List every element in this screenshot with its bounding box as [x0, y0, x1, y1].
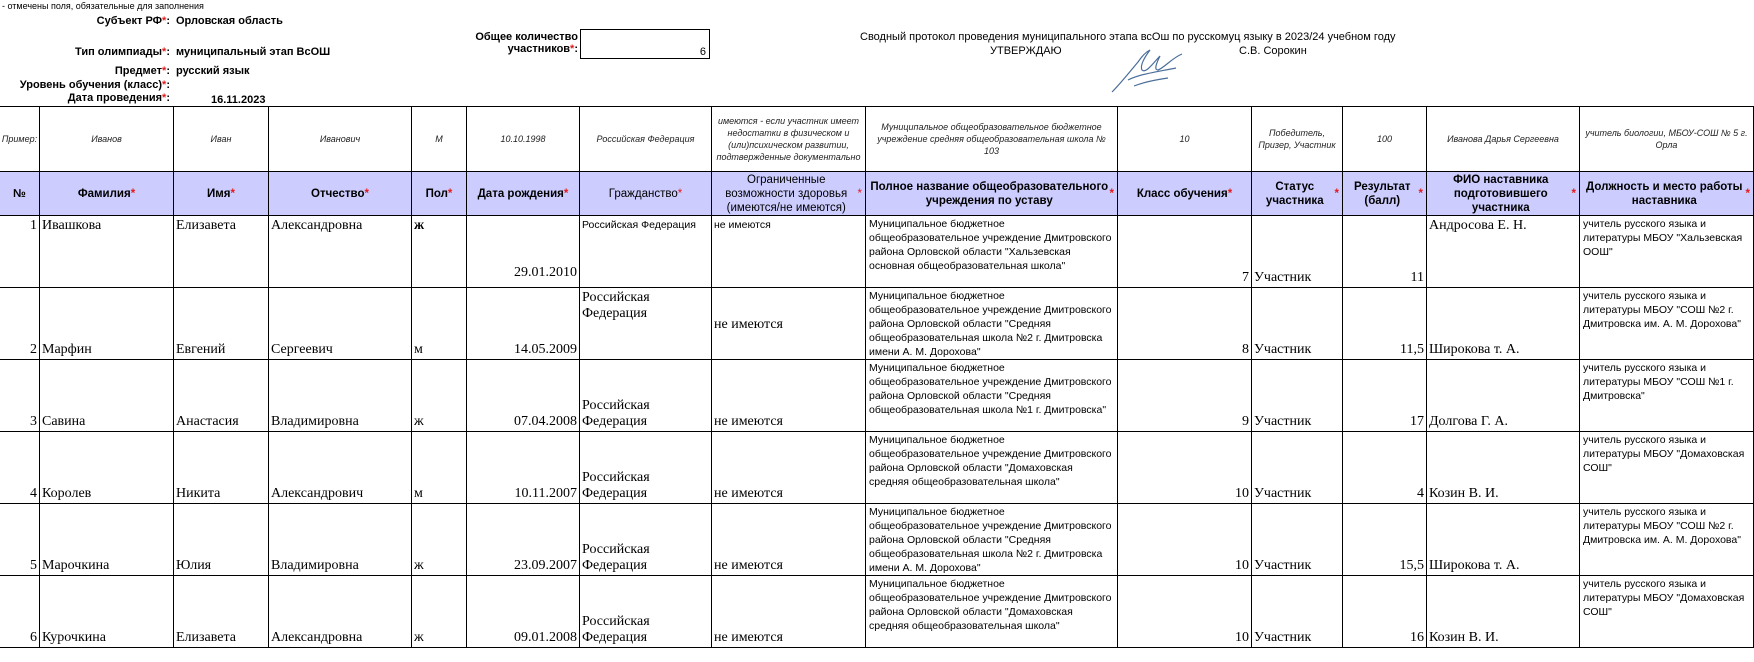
row-5-mentor-position-cell[interactable]: [1580, 504, 1754, 576]
row-6-grade-cell-text: 10: [1235, 630, 1249, 645]
row-2-last-name-cell[interactable]: [40, 288, 174, 360]
row-2-ovz-cell[interactable]: [712, 288, 866, 360]
signature-image: [1110, 44, 1190, 96]
row-4-last-name-cell[interactable]: [40, 432, 174, 504]
row-3-birth-date-cell[interactable]: [467, 360, 580, 432]
row-6-school-cell-text: Муниципальное бюджетное общеобразовательное учреждение Дмитровского района Орловской области "Домаховская средняя общеобразовательная школа": [869, 578, 1112, 632]
row-3-score-cell[interactable]: [1343, 360, 1427, 432]
row-5-ovz-cell-text: не имеются: [714, 558, 783, 573]
count-label-line2-text: участников: [507, 43, 571, 55]
row-1-sex-cell-text: ж: [414, 218, 425, 233]
row-5-school-cell-text: Муниципальное бюджетное общеобразовательное учреждение Дмитровского района Орловской области "Средняя общеобразовательная школа №2 г. Дмитровска имени А. М. Дорохова": [869, 506, 1112, 574]
row-4-last-name-cell-text: Королев: [42, 486, 92, 501]
row-5-middle-name-cell[interactable]: [269, 504, 412, 576]
row-1-grade-cell[interactable]: [1118, 216, 1252, 288]
row-3-last-name-cell[interactable]: [40, 360, 174, 432]
row-3-mentor-cell[interactable]: [1427, 360, 1580, 432]
row-1-mentor-cell[interactable]: [1427, 216, 1580, 288]
row-5-mentor-cell-text: Широкова т. А.: [1429, 558, 1520, 573]
row-2-sex-cell[interactable]: [412, 288, 467, 360]
req-mark: *: [162, 15, 167, 27]
example-num-cell: [0, 106, 40, 172]
req-mark: *: [677, 187, 683, 200]
row-2-sex-cell-text: м: [414, 342, 423, 357]
row-4-first-name-cell[interactable]: [174, 432, 269, 504]
row-3-ovz-cell-text: не имеются: [714, 414, 783, 429]
example-grade-cell: [1118, 106, 1252, 172]
example-school-cell: [866, 106, 1118, 172]
row-1-score-cell[interactable]: [1343, 216, 1427, 288]
header-sex: [412, 172, 467, 216]
row-4-mentor-position-cell-text: учитель русского языка и литературы МБОУ "Домаховская СОШ": [1583, 434, 1745, 474]
approve-label: УТВЕРЖДАЮ: [990, 45, 1062, 57]
row-6-mentor-position-cell-text: учитель русского языка и литературы МБОУ "Домаховская СОШ": [1583, 578, 1745, 618]
row-2-school-cell[interactable]: [866, 288, 1118, 360]
header-citizenship-text: Гражданство: [608, 187, 678, 200]
row-5-status-cell-text: Участник: [1254, 558, 1312, 573]
row-2-num-cell-text: 2: [30, 342, 37, 357]
row-6-num-cell-text: 6: [30, 630, 37, 645]
row-5-birth-date-cell-text: 23.09.2007: [514, 558, 577, 573]
row-2-mentor-position-cell[interactable]: [1580, 288, 1754, 360]
row-1-first-name-cell[interactable]: [174, 216, 269, 288]
row-3-citizenship-cell-text: Российская Федерация: [582, 398, 650, 429]
row-1-status-cell[interactable]: [1252, 216, 1343, 288]
row-2-middle-name-cell-text: Сергеевич: [271, 342, 333, 357]
row-1-ovz-cell[interactable]: [712, 216, 866, 288]
row-1-mentor-position-cell-text: учитель русского языка и литературы МБОУ "Хальзевская ООШ": [1583, 218, 1743, 258]
req-mark: *: [447, 187, 453, 200]
row-2-status-cell[interactable]: [1252, 288, 1343, 360]
example-school-cell-text: Муниципальное общеобразовательное бюджетное учреждение средняя общеобразовательная школа № 103: [877, 121, 1106, 156]
example-score-cell-text: 100: [1376, 133, 1393, 144]
row-5-mentor-position-cell-text: учитель русского языка и литературы МБОУ "СОШ №2 г. Дмитровска им. А. М. Дорохова": [1583, 506, 1741, 546]
header-ovz: [712, 172, 866, 216]
header-num-text: №: [13, 187, 26, 200]
example-ovz-cell: [712, 106, 866, 172]
row-4-citizenship-cell[interactable]: [580, 432, 712, 504]
row-6-status-cell-text: Участник: [1254, 630, 1312, 645]
row-3-mentor-cell-text: Долгова Г. А.: [1429, 414, 1509, 429]
row-4-score-cell-text: 4: [1417, 486, 1424, 501]
row-4-sex-cell[interactable]: [412, 432, 467, 504]
count-label-line2: [440, 43, 578, 55]
row-3-status-cell-text: Участник: [1254, 414, 1312, 429]
row-3-score-cell-text: 17: [1410, 414, 1424, 429]
row-1-citizenship-cell-text: Российская Федерация: [582, 219, 696, 231]
row-1-birth-date-cell[interactable]: [467, 216, 580, 288]
row-1-citizenship-cell[interactable]: [580, 216, 712, 288]
header-first-name-text: Имя: [207, 187, 231, 200]
row-2-citizenship-cell[interactable]: [580, 288, 712, 360]
example-mentor-cell: [1427, 106, 1580, 172]
example-score-cell: [1343, 106, 1427, 172]
req-mark: *: [162, 46, 167, 58]
req-mark: *: [1745, 187, 1750, 200]
row-4-school-cell[interactable]: [866, 432, 1118, 504]
example-citizenship-cell-text: Российская Федерация: [596, 133, 695, 144]
header-score-text: Результат (балл): [1354, 180, 1411, 207]
signer-name: С.В. Сорокин: [1239, 45, 1307, 57]
row-3-school-cell-text: Муниципальное бюджетное общеобразовательное учреждение Дмитровского района Орловской области "Средняя общеобразовательная школа №1 г. Дмитровска": [869, 362, 1112, 416]
row-3-middle-name-cell-text: Владимировна: [271, 414, 359, 429]
row-4-birth-date-cell-text: 10.11.2007: [514, 486, 577, 501]
row-5-num-cell-text: 5: [30, 558, 37, 573]
row-4-num-cell-text: 4: [30, 486, 37, 501]
row-4-mentor-cell-text: Козин В. И.: [1429, 486, 1499, 501]
example-middle-name-cell-text: Иванович: [319, 133, 361, 144]
row-6-birth-date-cell[interactable]: [467, 576, 580, 648]
example-citizenship-cell: [580, 106, 712, 172]
row-2-middle-name-cell[interactable]: [269, 288, 412, 360]
header-birth-date-text: Дата рождения: [477, 187, 564, 200]
colon: :: [574, 43, 578, 55]
row-4-sex-cell-text: м: [414, 486, 423, 501]
row-1-ovz-cell-text: не имеются: [714, 219, 771, 231]
row-2-citizenship-cell-text: Российская Федерация: [582, 290, 650, 321]
req-mark: *: [1571, 187, 1576, 200]
row-5-first-name-cell-text: Юлия: [176, 558, 212, 573]
row-5-mentor-cell[interactable]: [1427, 504, 1580, 576]
req-mark: *: [162, 65, 167, 77]
row-3-grade-cell[interactable]: [1118, 360, 1252, 432]
row-5-sex-cell-text: ж: [414, 558, 424, 573]
row-2-first-name-cell-text: Евгений: [176, 342, 226, 357]
row-2-mentor-cell-text: Широкова т. А.: [1429, 342, 1520, 357]
header-mentor: [1427, 172, 1580, 216]
row-4-status-cell-text: Участник: [1254, 486, 1312, 501]
olymp-type-value[interactable]: муниципальный этап ВсОШ: [176, 46, 331, 58]
req-mark: *: [857, 187, 862, 200]
row-5-grade-cell-text: 10: [1235, 558, 1249, 573]
row-1-score-cell-text: 11: [1410, 270, 1424, 285]
example-sex-cell-text: М: [435, 133, 443, 144]
header-mentor-position-text: Должность и место работы наставника: [1586, 180, 1743, 207]
row-2-num-cell[interactable]: [0, 288, 40, 360]
row-5-citizenship-cell-text: Российская Федерация: [582, 542, 650, 573]
required-fields-note: [2, 1, 204, 11]
row-6-score-cell-text: 16: [1410, 630, 1424, 645]
example-first-name-cell: [174, 106, 269, 172]
row-4-status-cell[interactable]: [1252, 432, 1343, 504]
row-6-first-name-cell-text: Елизавета: [176, 630, 237, 645]
row-5-status-cell[interactable]: [1252, 504, 1343, 576]
discipline-label-text: Предмет: [114, 65, 163, 77]
row-6-birth-date-cell-text: 09.01.2008: [514, 630, 577, 645]
row-3-school-cell[interactable]: [866, 360, 1118, 432]
req-mark: *: [162, 92, 167, 104]
row-2-last-name-cell-text: Марфин: [42, 342, 92, 357]
row-6-sex-cell[interactable]: [412, 576, 467, 648]
row-6-status-cell[interactable]: [1252, 576, 1343, 648]
row-4-first-name-cell-text: Никита: [176, 486, 221, 501]
req-mark: *: [1418, 187, 1423, 200]
discipline-label: [40, 65, 170, 77]
row-4-num-cell[interactable]: [0, 432, 40, 504]
row-4-school-cell-text: Муниципальное бюджетное общеобразовательное учреждение Дмитровского района Орловской области "Домаховская средняя общеобразовательная школа": [869, 434, 1112, 488]
example-birth-date-cell: [467, 106, 580, 172]
req-mark: *: [162, 79, 167, 91]
date-label-text: Дата проведения: [67, 92, 163, 104]
example-grade-cell-text: 10: [1179, 133, 1190, 144]
colon: :: [166, 46, 170, 58]
header-middle-name-text: Отчество: [311, 187, 365, 200]
row-5-last-name-cell-text: Марочкина: [42, 558, 110, 573]
row-2-mentor-position-cell-text: учитель русского языка и литературы МБОУ "СОШ №2 г. Дмитровска им. А. М. Дорохова": [1583, 290, 1741, 330]
row-6-middle-name-cell-text: Александровна: [271, 630, 363, 645]
header-grade-text: Класс обучения: [1136, 187, 1228, 200]
row-6-sex-cell-text: ж: [414, 630, 424, 645]
row-2-score-cell-text: 11,5: [1400, 342, 1424, 357]
example-sex-cell: [412, 106, 467, 172]
row-1-middle-name-cell[interactable]: [269, 216, 412, 288]
row-6-last-name-cell[interactable]: [40, 576, 174, 648]
row-1-mentor-cell-text: Андросова Е. Н.: [1429, 218, 1527, 233]
example-birth-date-cell-text: 10.10.1998: [500, 133, 546, 144]
count-label: [440, 31, 578, 55]
header-birth-date: [467, 172, 580, 216]
row-5-middle-name-cell-text: Владимировна: [271, 558, 359, 573]
example-ovz-cell-text: имеются - если участник имеет недостатки в физическом и (или)психическом развитии, подтвержденные документально: [716, 115, 861, 162]
example-first-name-cell-text: Иван: [210, 133, 232, 144]
row-1-school-cell[interactable]: [866, 216, 1118, 288]
row-1-last-name-cell[interactable]: [40, 216, 174, 288]
row-5-birth-date-cell[interactable]: [467, 504, 580, 576]
colon: :: [166, 65, 170, 77]
row-1-num-cell[interactable]: [0, 216, 40, 288]
header-school-text: Полное название общеобразовательного учреждения по уставу: [870, 180, 1109, 207]
date-value[interactable]: 16.11.2023: [211, 94, 266, 106]
row-5-grade-cell[interactable]: [1118, 504, 1252, 576]
row-4-score-cell[interactable]: [1343, 432, 1427, 504]
row-3-mentor-position-cell-text: учитель русского языка и литературы МБОУ "СОШ №1 г. Дмитровска": [1583, 362, 1734, 402]
row-4-middle-name-cell-text: Александрович: [271, 486, 364, 501]
row-1-mentor-position-cell[interactable]: [1580, 216, 1754, 288]
row-2-mentor-cell[interactable]: [1427, 288, 1580, 360]
example-status-cell-text: Победитель, Призер, Участник: [1258, 127, 1336, 150]
row-4-grade-cell-text: 10: [1235, 486, 1249, 501]
req-mark: *: [1227, 187, 1233, 200]
example-mentor-cell-text: Иванова Дарья Сергеевна: [1447, 133, 1559, 144]
row-4-ovz-cell[interactable]: [712, 432, 866, 504]
row-6-mentor-cell-text: Козин В. И.: [1429, 630, 1499, 645]
row-5-score-cell[interactable]: [1343, 504, 1427, 576]
row-5-num-cell[interactable]: [0, 504, 40, 576]
row-2-ovz-cell-text: не имеются: [714, 316, 783, 332]
level-label-text: Уровень обучения (класс): [19, 79, 163, 91]
row-5-school-cell[interactable]: [866, 504, 1118, 576]
row-2-status-cell-text: Участник: [1254, 342, 1312, 357]
row-3-num-cell[interactable]: [0, 360, 40, 432]
row-2-birth-date-cell[interactable]: [467, 288, 580, 360]
example-status-cell: [1252, 106, 1343, 172]
olymp-type-label-text: Тип олимпиады: [75, 46, 163, 58]
row-5-citizenship-cell[interactable]: [580, 504, 712, 576]
row-4-birth-date-cell[interactable]: [467, 432, 580, 504]
req-mark: *: [563, 187, 569, 200]
header-mentor-text: ФИО наставника подготовившего участника: [1453, 173, 1549, 214]
row-1-last-name-cell-text: Ивашкова: [42, 218, 102, 233]
header-school: [866, 172, 1118, 216]
row-5-score-cell-text: 15,5: [1399, 558, 1424, 573]
row-3-grade-cell-text: 9: [1242, 414, 1249, 429]
row-5-last-name-cell[interactable]: [40, 504, 174, 576]
req-mark: *: [1109, 187, 1114, 200]
row-6-score-cell[interactable]: [1343, 576, 1427, 648]
req-mark: *: [570, 43, 575, 55]
row-1-school-cell-text: Муниципальное бюджетное общеобразовательное учреждение Дмитровского района Орловской области "Хальзевская основная общеобразовательная школа": [869, 218, 1112, 272]
row-2-score-cell[interactable]: [1343, 288, 1427, 360]
row-6-ovz-cell[interactable]: [712, 576, 866, 648]
row-3-first-name-cell[interactable]: [174, 360, 269, 432]
row-1-birth-date-cell-text: 29.01.2010: [514, 265, 577, 280]
header-status: [1252, 172, 1343, 216]
row-3-ovz-cell[interactable]: [712, 360, 866, 432]
row-2-grade-cell[interactable]: [1118, 288, 1252, 360]
colon: :: [166, 79, 170, 91]
req-mark: *: [130, 187, 136, 200]
row-6-middle-name-cell[interactable]: [269, 576, 412, 648]
row-1-num-cell-text: 1: [30, 218, 37, 233]
colon: :: [166, 92, 170, 104]
req-mark: *: [364, 187, 369, 200]
row-2-grade-cell-text: 8: [1242, 342, 1249, 357]
row-5-sex-cell[interactable]: [412, 504, 467, 576]
row-3-citizenship-cell[interactable]: [580, 360, 712, 432]
subject-value[interactable]: Орловская область: [176, 15, 283, 27]
req-mark: *: [230, 187, 235, 200]
header-status-text: Статус участника: [1265, 180, 1324, 207]
colon: :: [166, 15, 170, 27]
row-6-first-name-cell[interactable]: [174, 576, 269, 648]
header-middle-name: [269, 172, 412, 216]
row-3-middle-name-cell[interactable]: [269, 360, 412, 432]
subject-label-text: Субъект РФ: [96, 15, 163, 27]
row-2-first-name-cell[interactable]: [174, 288, 269, 360]
level-label: [0, 79, 170, 91]
row-3-sex-cell[interactable]: [412, 360, 467, 432]
header-sex-text: Пол: [425, 187, 448, 200]
row-1-status-cell-text: Участник: [1254, 270, 1312, 285]
row-2-birth-date-cell-text: 14.05.2009: [514, 342, 577, 357]
row-6-school-cell[interactable]: [866, 576, 1118, 648]
example-num-cell-text: Пример:: [1, 133, 38, 144]
row-6-citizenship-cell-text: Российская Федерация: [582, 614, 650, 645]
row-6-mentor-cell[interactable]: [1427, 576, 1580, 648]
row-1-first-name-cell-text: Елизавета: [176, 218, 237, 233]
date-label: [40, 92, 170, 104]
count-label-line1: Общее количество: [475, 31, 578, 43]
row-3-sex-cell-text: ж: [414, 414, 424, 429]
subject-label: [60, 15, 170, 27]
header-last-name: [40, 172, 174, 216]
row-6-grade-cell[interactable]: [1118, 576, 1252, 648]
header-num: [0, 172, 40, 216]
row-5-first-name-cell[interactable]: [174, 504, 269, 576]
note-text: - отмечены поля, обязательные для заполнения: [2, 1, 204, 11]
header-first-name: [174, 172, 269, 216]
row-4-ovz-cell-text: не имеются: [714, 486, 783, 501]
example-last-name-cell-text: Иванов: [91, 133, 122, 144]
row-3-birth-date-cell-text: 07.04.2008: [514, 414, 577, 429]
row-4-grade-cell[interactable]: [1118, 432, 1252, 504]
protocol-title: Сводный протокол проведения муниципального этапа всОш по русскомуц языку в 2023/24 учебном году: [860, 31, 1396, 43]
example-middle-name-cell: [269, 106, 412, 172]
row-6-citizenship-cell[interactable]: [580, 576, 712, 648]
row-4-citizenship-cell-text: Российская Федерация: [582, 470, 650, 501]
row-3-status-cell[interactable]: [1252, 360, 1343, 432]
example-last-name-cell: [40, 106, 174, 172]
row-3-mentor-position-cell[interactable]: [1580, 360, 1754, 432]
req-mark: *: [1334, 187, 1339, 200]
participant-count-field[interactable]: 6: [580, 29, 710, 59]
row-3-last-name-cell-text: Савина: [42, 414, 86, 429]
row-6-ovz-cell-text: не имеются: [714, 630, 783, 645]
row-2-school-cell-text: Муниципальное бюджетное общеобразовательное учреждение Дмитровского района Орловской области "Средняя общеобразовательная школа №2 г. Дмитровска имени А. М. Дорохова": [869, 290, 1112, 358]
row-6-num-cell[interactable]: [0, 576, 40, 648]
row-1-middle-name-cell-text: Александровна: [271, 218, 363, 233]
header-mentor-position: [1580, 172, 1754, 216]
header-grade: [1118, 172, 1252, 216]
example-mentor-position-cell-text: учитель биологии, МБОУ-СОШ № 5 г. Орла: [1585, 127, 1748, 150]
row-4-middle-name-cell[interactable]: [269, 432, 412, 504]
header-last-name-text: Фамилия: [77, 187, 131, 200]
row-1-grade-cell-text: 7: [1242, 270, 1249, 285]
header-citizenship: [580, 172, 712, 216]
row-5-ovz-cell[interactable]: [712, 504, 866, 576]
header-ovz-text: Ограниченные возможности здоровья (имеются/не имеются): [725, 173, 848, 214]
row-3-first-name-cell-text: Анастасия: [176, 414, 239, 429]
row-6-mentor-position-cell[interactable]: [1580, 576, 1754, 648]
header-score: [1343, 172, 1427, 216]
row-4-mentor-position-cell[interactable]: [1580, 432, 1754, 504]
row-1-sex-cell[interactable]: [412, 216, 467, 288]
example-mentor-position-cell: [1580, 106, 1754, 172]
olymp-type-label: [40, 46, 170, 58]
row-6-last-name-cell-text: Курочкина: [42, 630, 106, 645]
row-3-num-cell-text: 3: [30, 414, 37, 429]
row-4-mentor-cell[interactable]: [1427, 432, 1580, 504]
discipline-value[interactable]: русский язык: [176, 65, 250, 77]
